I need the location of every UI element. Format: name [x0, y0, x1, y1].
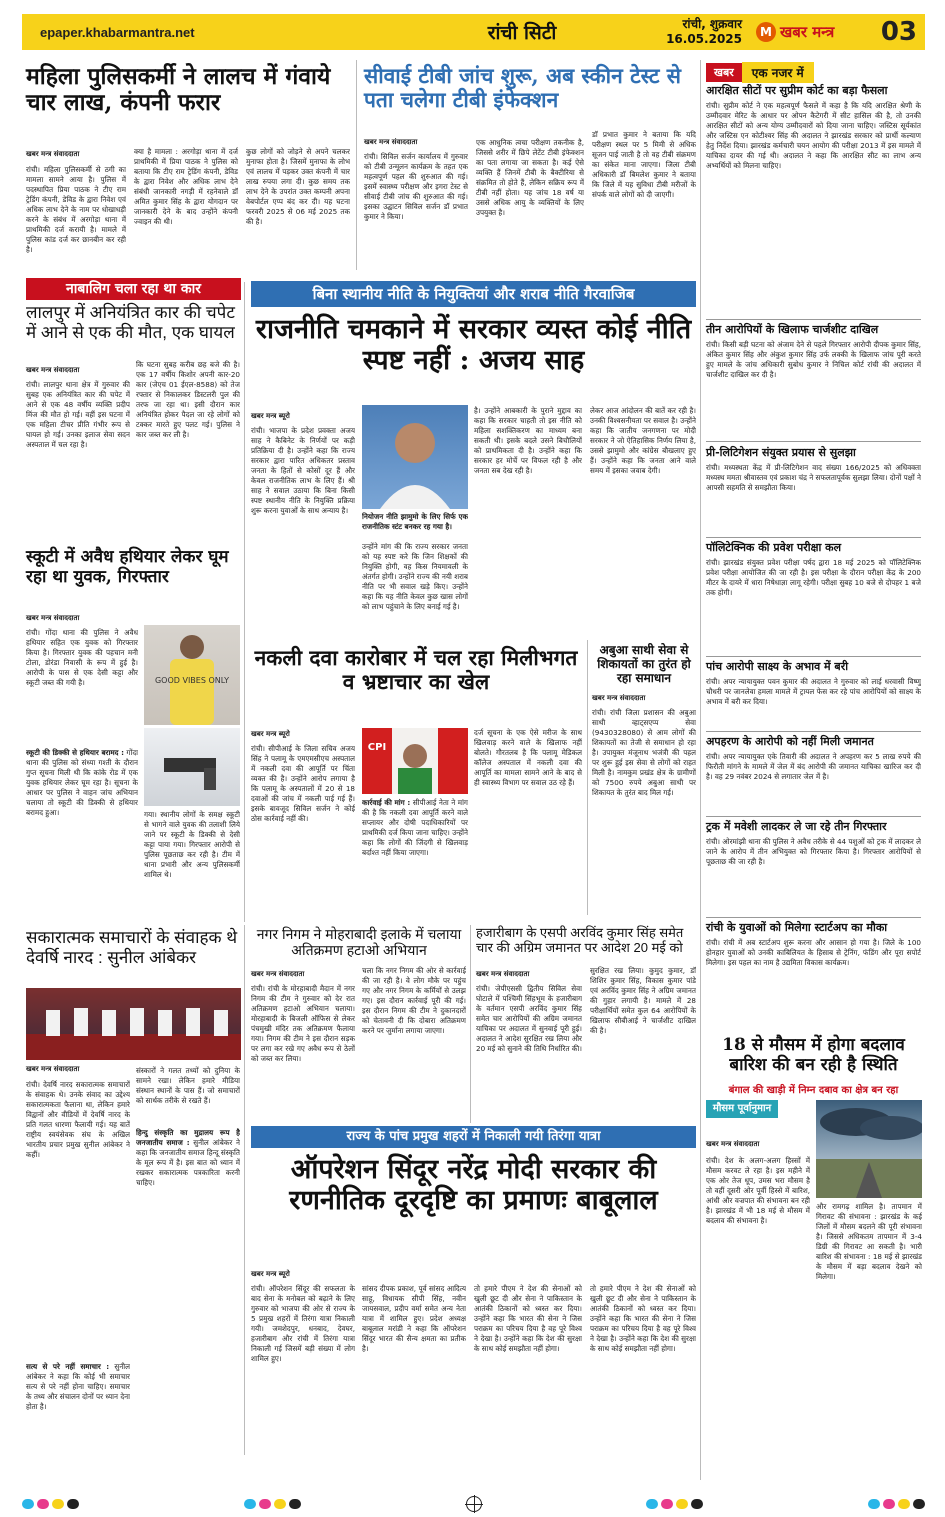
brief-text: रांची। मध्यस्थता केंद्र में प्री-लिटिगेशन वाद संख्या 166/2025 को अधिवक्ता मध्यस्थ ममता श्रीवास्तव एवं प्रकाश चंद्र ने सफलतापूर्वक सुलझा लिया। दोनों पक्षों ने आपसी सहमति से समझौता किया।	[706, 463, 921, 492]
brief-headline[interactable]: प्री-लिटिगेशन संयुक्त प्रयास से सुलझा	[706, 446, 856, 459]
article-text: दर्ज सूचना के एक ऐसे मरीज के साथ खिलवाड़ करने वाले के खिलाफ नहीं बोलते। गौरतलब है कि पलामू मेडिकल कॉलेज अस्पताल में नकली दवा की आपूर्ति का मामला सामने आने के बाद से ही स्वास्थ्य विभाग पर सवाल उठ रहे हैं।	[474, 728, 582, 787]
article-text: संस्कारों ने गलत तथ्यों को दुनिया के सामने रखा। लेकिन हमारे मीडिया संस्थान स्थानों के पास हैं। जो समाचारों को सार्थक तरीके से रखते हैं।	[136, 1066, 240, 1105]
seized-weapon-illustration	[144, 728, 240, 806]
brief-text: रांची। ओरमांझी थाना की पुलिस ने अवैध तरीके से 44 पशुओं को ट्रक में लादकर ले जाने के आरोप में तीन अभियुक्त को गिरफ्तार किया है। गिरफ्तार आरोपियों से पूछताछ की जा रही है।	[706, 837, 921, 866]
article-text: सुरक्षित रख लिया। कुमुद कुमार, डॉ शिशिर कुमार सिंह, विकास कुमार पांडे एवं अरविंद कुमार सिंह ने अग्रिम जमानत की गुहार लगायी है। मामले में 28 परीक्षार्थियों समेत कुल 64 आरोपियों के खिलाफ सीबीआई ने चार्जशीट दाखिल की है।	[590, 966, 696, 1035]
article-text-cont: सीपीआई नेता ने मांग की है कि नकली दवा आपूर्ति करने वाले सप्लायर और दोषी पदाधिकारियों पर प्राथमिकी दर्ज किया जाना चाहिए। उन्होंने कहा कि लोगों की जिंदगी से खिलवाड़ बर्दाश्त नहीं किया जाएगा।	[362, 798, 468, 857]
headline-ajay-sah[interactable]: राजनीति चमकाने में सरकार व्यस्त कोई नीति स्पष्ट नहीं : अजय साह	[255, 314, 692, 377]
photo-cpi-leader	[362, 728, 468, 794]
article-text: रांची। जेपीएससी द्वितीय सिविल सेवा घोटाले में पश्चिमी सिंहभूम के हजारीबाग के वर्तमान एसपी अरविंद कुमार सिंह समेत चार आरोपियों की अग्रिम जमानत याचिका पर अदालत में सुनवाई पूरी हुई। अदालत ने आदेश सुरक्षित रख लिया और 20 मई को सुनाने की तिथि निर्धारित की।	[476, 984, 582, 1053]
article-text: लेकर आज आंदोलन की बातें कर रही है। उनकी विश्वसनीयता पर सवाल है। उन्होंने कहा कि जातीय जनगणना पर मोदी सरकार ने जो ऐतिहासिक निर्णय लिया है, उससे झामुमो और कांग्रेस बौखलाए हुए हैं। उन्होंने कहा कि जनता आने वाले समय में इसका जवाब देगी।	[590, 406, 696, 475]
brief-headline[interactable]: ट्रक में मवेशी लादकर ले जा रहे तीन गिरफ्तार	[706, 820, 887, 833]
byline: खबर मन्त्र संवाददाता	[476, 970, 530, 978]
color-bar-left	[22, 1499, 79, 1509]
byline: खबर मन्त्र संवाददाता	[26, 1065, 80, 1073]
article-text: रांची। लालपुर थाना क्षेत्र में गुरुवार की सुबह एक अनियंत्रित कार की चपेट में आने से एक 48 वर्षीय व्यक्ति प्रदीप मिंज की मौत हो गई। वहीं इस घटना में एक महिला टीचर प्रीति गंभीर रूप से घायल हो गई। उनका इलाज सेवा सदन अस्पताल में चल रहा है।	[26, 380, 130, 449]
article-text	[136, 1128, 240, 1452]
divider	[706, 441, 921, 442]
subhead: कार्रवाई की मांग :	[362, 798, 411, 807]
brand-logo	[756, 22, 834, 42]
storm-illustration	[816, 1100, 922, 1198]
article-text: और रामगढ़ शामिल है। तापमान में गिरावट की संभावना : झारखंड के कई जिलों में मौसम बदलने की पूरी संभावना है। जिससे अधिकतम तापमान में 3-4 डिग्री की गिरावट आ सकती है। भारी बारिश की संभावना : 18 मई से झारखंड के मौसम में बड़ा बदलाव देखने को मिलेगा।	[816, 1202, 922, 1281]
article-text: है। उन्होंने आबकारी के पुराने मुद्दाव का कहा कि सरकार चाहती तो इस नीति को महिला सशक्तिकरण का माध्यम बना सकती थी। इसके बदले उसने बिचौलियों को प्राथमिकता दी है। उन्होंने कहा कि सरकार हर मोर्चे पर विफल रही है और जनता सब देख रही है।	[474, 406, 582, 475]
byline: खबर मन्त्र संवाददाता	[251, 970, 305, 978]
column-rule	[470, 925, 471, 1123]
weather-tag: मौसम पूर्वानुमान	[706, 1100, 778, 1118]
brief-headline[interactable]: पॉलिटेक्निक की प्रवेश परीक्षा कल	[706, 541, 842, 554]
brief-headline[interactable]: रांची के युवाओं को मिलेगा स्टार्टअप का मौका	[706, 921, 888, 934]
date-place: रांची, शुक्रवार	[682, 17, 742, 31]
date-value: 16.05.2025	[666, 32, 742, 46]
brief-headline[interactable]: आरक्षित सीटों पर सुप्रीम कोर्ट का बड़ा फैसला	[706, 84, 888, 97]
byline: खबर मन्त्र ब्यूरो	[251, 1270, 290, 1278]
brand-name: खबर मन्त्र	[780, 23, 835, 41]
headline-abua-sathi[interactable]: अबुआ साथी सेवा से शिकायतों का तुरंत हो रहा समाधान	[597, 643, 691, 685]
story-kicker: राज्य के पांच प्रमुख शहरों में निकाली गयी तिरंगा यात्रा	[251, 1126, 696, 1148]
section-title: रांची सिटी	[487, 22, 557, 44]
divider	[706, 656, 921, 657]
article-text: कि घटना सुबह करीब छह बजे की है। एक 17 वर्षीय किशोर अपनी कार-20 कार (जेएच 01 ईएल-8588) को तेज रफ्तार से निकालकर डिस्टलरी पुल की तरफ जा रहा था। इसी दौरान कार अनियंत्रित होकर पैदल जा रहे लोगों को टक्कर मारते हुए पलट गई। पुलिस ने कार जब्त कर ली है।	[136, 360, 240, 439]
headline-encroachment-drive[interactable]: नगर निगम ने मोहराबादी इलाके में चलाया अतिक्रमण हटाओ अभियान	[256, 926, 462, 959]
column-rule	[356, 60, 357, 270]
divider	[706, 537, 921, 538]
article-text: रांची। सीपीआई के जिला सचिव अजय सिंह ने पलामू के एमएमसीएच अस्पताल में नकली दवा की आपूर्ति पर चिंता व्यक्त की है। उन्होंने आरोप लगाया है कि पलामू के अस्पतालों में 20 से 18 दवाओं की जांच में नकली पाई गई हैं। इसके बावजूद सिविल सर्जन ने कोई ठोस कार्रवाई नहीं की।	[251, 744, 355, 823]
article-text: सांसद दीपक प्रकाश, पूर्व सांसद आदित्य साहू, विधायक सीपी सिंह, नवीन जायसवाल, प्रदीप वर्मा समेत अन्य नेता यात्रा में शामिल हुए। प्रदेश अध्यक्ष बाबूलाल मरांडी ने कहा कि ऑपरेशन सिंदूर भारत की सैन्य क्षमता का प्रतीक है।	[362, 1284, 466, 1353]
dateline	[622, 17, 742, 47]
section-tag	[706, 62, 814, 83]
story-kicker: नाबालिग चला रहा था कार	[26, 278, 241, 300]
brief-text: रांची। झारखंड संयुक्त प्रवेश परीक्षा पर्षद द्वारा 18 मई 2025 को पॉलिटेक्निक प्रवेश परीक्षा आयोजित की जा रही है। इस परीक्षा के दौरान परीक्षा केंद्र के 200 मीटर के दायरे में धारा निषेधाज्ञा लागू रहेगी। परीक्षा सुबह 10 बजे से दोपहर 1 बजे तक होगी।	[706, 558, 921, 597]
divider	[706, 731, 921, 732]
brief-text: रांची। अपर न्यायायुक्त पवन कुमार की अदालत ने गुरुवार को लाई धरवासी विष्णु चौधरी पर जानलेवा हमला मामले में ट्रायल फेस कर रहे पांच आरोपियों को साक्ष्य के अभाव में बरी कर दिया।	[706, 677, 921, 706]
column-rule	[244, 282, 245, 922]
byline: खबर मन्त्र संवाददाता	[592, 694, 646, 702]
print-registration-marks	[22, 1496, 925, 1512]
photo-ajay-sah	[362, 405, 468, 509]
subhead: सत्य से परे नहीं समाचार :	[26, 1362, 110, 1371]
photo-arrested-youth	[144, 625, 240, 725]
brief-text: रांची। रांची में अब स्टार्टअप शुरू करना और आसान हो गया है। जिले के 100 होनहार युवाओं को उनकी काबिलियत के हिसाब से ट्रेनिंग, फंडिंग और पूरा सपोर्ट मिलेगा। इस पहल का नाम है उद्यमिता विकास कार्यक्रम।	[706, 938, 921, 967]
brand-mark-icon: M	[756, 22, 776, 42]
article-text: क्या है मामला : अरगोड़ा थाना में दर्ज प्राथमिकी में प्रिया पाठक ने पुलिस को बताया कि टीए राम ट्रेडिंग कंपनी, डेविड के द्वारा निवेश और अधिक लाभ देने संबंधी जानकारी नगड़ी में रहनेवाले डॉ अमित कुमार सिंह के द्वारा योगदान पर जानकारी देने के बाद उन्होंने कंपनी ज्वाइन की थी।	[134, 147, 238, 226]
color-bar-center-right	[646, 1499, 703, 1509]
article-text: रांची। महिला पुलिसकर्मी से ठगी का मामला सामने आया है। पुलिस में पदस्थापित प्रिया पाठक ने टीए राम ट्रेडिंग कंपनी, डेविड के द्वारा निवेश एवं अधिक लाभ देने के नाम पर धोखाधड़ी करने के संबंध में अरगोड़ा थाना में प्राथमिकी दर्ज करायी है। मामले में पुलिस कांड दर्ज कर छानबीन कर रही है।	[26, 165, 126, 254]
article-text	[26, 748, 138, 913]
byline: खबर मन्त्र संवाददाता	[26, 150, 80, 158]
headline-tb-test[interactable]: सीवाई टीबी जांच शुरू, अब स्कीन टेस्ट से पता चलेगा टीबी इंफेक्शन	[364, 63, 681, 113]
brief-headline[interactable]: अपहरण के आरोपी को नहीं मिली जमानत	[706, 735, 874, 748]
headline-hazaribagh-sp[interactable]: हजारीबाग के एसपी अरविंद कुमार सिंह समेत चार की अग्रिम जमानत पर आदेश 20 मई को	[476, 925, 684, 955]
article-text: रांची। देवर्षि नारद सकारात्मक समाचारों के संवाहक थे। उनके संवाद का उद्देश्य सकारात्मकता फैलाना था, लेकिन हमारे विद्वानों और वीडियों में देवर्षि नारद के प्रति गलत धारणा फैलायी गई। यह बातें राष्ट्रीय स्वयंसेवक संघ के अखिल भारतीय प्रचार प्रमुख सुनील आंबेकर ने कहीं।	[26, 1080, 130, 1159]
article-text-cont: सुनील आंबेकर ने कहा कि कोई भी समाचार सत्य से परे नहीं होना चाहिए। समाचार के तथ्य और संचालन दोनों पर ध्यान देना होता है।	[26, 1362, 130, 1411]
byline: खबर मन्त्र संवाददाता	[26, 614, 80, 622]
photo-narad-event	[26, 988, 241, 1060]
headline-weather[interactable]: 18 से मौसम में होगा बदलाव बारिश की बन रही है स्थिति	[722, 1035, 905, 1075]
article-text: चला कि नगर निगम की ओर से कार्रवाई की जा रही है। वे लोग मौके पर पहुंच गए और नगर निगम के कर्मियों से उलझ गए। इस दौरान कार्रवाई पूरी की गई। इस दौरान निगम की टीम ने दुकानदारों को चेतावनी दी कि दोबारा अतिक्रमण करने पर जुर्माना लगाया जाएगा।	[362, 966, 466, 1035]
site-url[interactable]: epaper.khabarmantra.net	[40, 24, 195, 40]
headline-operation-sindoor[interactable]: ऑपरेशन सिंदूर नरेंद्र मोदी सरकार की रणनीतिक दूरदृष्टि का प्रमाणः बाबूलाल	[289, 1154, 658, 1217]
tag-ek-nazar: एक नजर में	[742, 62, 814, 83]
event-stage-illustration	[26, 988, 241, 1060]
headline-women-police-fraud[interactable]: महिला पुलिसकर्मी ने लालच में गंवाये चार लाख, कंपनी फरार	[26, 63, 331, 117]
article-text: एक आधुनिक त्वचा परीक्षण तकनीक है, जिससे शरीर में छिपे लेटेंट टीबी इंफेक्शन का पता लगाया जा सकता है। कई ऐसे व्यक्ति हैं जिनमें टीबी के बैक्टीरिया से संक्रमित तो होते हैं, लेकिन सक्रिय रूप में टीबी नहीं होता। यह जांच 18 वर्ष या उससे अधिक आयु के व्यक्तियों के लिए उपयुक्त है।	[476, 138, 584, 217]
column-rule	[700, 60, 701, 1480]
byline: खबर मन्त्र संवाददाता	[364, 138, 418, 146]
headline-narad[interactable]: सकारात्मक समाचारों के संवाहक थे देवर्षि नारद : सुनील आंबेकर	[26, 928, 238, 967]
byline: खबर मन्त्र संवाददाता	[26, 366, 80, 374]
cpi-leader-illustration	[362, 728, 468, 794]
byline: खबर मन्त्र ब्यूरो	[251, 730, 290, 738]
brief-text: रांची। सुप्रीम कोर्ट ने एक महत्वपूर्ण फैसले में कहा है कि यदि आरक्षित श्रेणी के उम्मीदवार मेरिट के आधार पर ओपन कैटेगरी में सीट हासिल की है, तो उनकी आरक्षित सीटों को अन्य योग्य उम्मीदवारों को दिया जाना चाहिए। जस्टिस सूर्यकांत और जस्टिस एन कोटीश्वर सिंह की अदालत ने झारखंड सरकार को प्रार्थी कल्याण हेतु निर्देश दिया। झारखंड कर्मचारी चयन आयोग की परीक्षा 2013 में इस मामले में याचिका दायर की गई थी। अदालत ने कहा कि आरक्षित सीट का लाभ अन्य अभ्यर्थियों को मिलना चाहिए।	[706, 101, 921, 170]
article-text: उन्होंने मांग की कि राज्य सरकार जनता को यह स्पष्ट करे कि जिन शिक्षकों की नियुक्ति होगी, वह किस नियमावली के अंतर्गत होगी। उन्होंने राज्य की नयी शराब नीति पर भी सवाल खड़े किए। उन्होंने कहा कि यह नीति केवल कुछ खास लोगों को लाभ पहुंचाने के लिए बनाई गई है।	[362, 542, 468, 611]
weather-subheadline: बंगाल की खाड़ी में निम्न दबाव का क्षेत्र बन रहा	[728, 1085, 899, 1096]
headline-scooty-arms[interactable]: स्कूटी में अवैध हथियार लेकर घूम रहा था युवक, गिरफ्तार	[26, 547, 229, 587]
page-number: 03	[880, 17, 917, 47]
tag-khabar: खबर	[706, 63, 742, 82]
article-text: डॉ प्रभात कुमार ने बताया कि यदि परीक्षण स्थल पर 5 मिमी से अधिक सूजन पाई जाती है तो वह टीबी संक्रमण का संकेत माना जाएगा। जिला टीबी अधिकारी डॉ बिमलेश कुमार ने बताया कि जिले में यह सुविधा टीबी मरीजों के संपर्क वाले लोगों को दी जाएगी।	[592, 130, 696, 199]
photo-caption: नियोजन नीति झामुमो के लिए सिर्फ एक राजनीतिक स्टंट बनकर रह गया है।	[362, 512, 468, 531]
byline: खबर मन्त्र संवाददाता	[706, 1140, 760, 1148]
portrait-illustration	[362, 405, 468, 509]
shirt-text: GOOD VIBES ONLY	[154, 676, 230, 685]
article-text: रांची। गोंदा थाना की पुलिस ने अवैध हथियार सहित एक युवक को गिरफ्तार किया है। गिरफ्तार युवक की पहचान मनी टोला, डोरंडा निवासी के रूप में हुई है। आरोपी के पास से एक देसी कट्टा और स्कूटी जब्त की गयी है।	[26, 628, 138, 687]
column-rule	[587, 640, 588, 915]
brief-headline[interactable]: तीन आरोपियों के खिलाफ चार्जशीट दाखिल	[706, 323, 879, 336]
article-text: रांची। भाजपा के प्रदेश प्रवक्ता अजय साह ने कैबिनेट के निर्णयों पर कड़ी प्रतिक्रिया दी है। उन्होंने कहा कि राज्य सरकार द्वारा पारित अधिकतर प्रस्ताव जनता के हितों से कोसों दूर हैं और केवल राजनीतिक लाभ के लिए हैं। श्री साह ने सवाल उठाया कि बिना किसी स्पष्ट स्थानीय नीति के नियुक्ति प्रक्रिया शुरू करना युवाओं के साथ अन्याय है।	[251, 426, 355, 515]
article-text: तो हमारे पीएम ने देश की सेनाओं को खुली छूट दी और सेना ने पाकिस्तान के आतंकी ठिकानों को ध्वस्त कर दिया। उन्होंने कहा कि भारत की सेना ने जिस पराक्रम का परिचय दिया है वह पूरे विश्व ने देखा है। उन्होंने कहा कि देश की सुरक्षा के साथ कोई समझौता नहीं होगा।	[474, 1284, 582, 1353]
article-text-cont: गोंदा थाना की पुलिस को संध्या गश्ती के दौरान गुप्त सूचना मिली थी कि कांके रोड में एक युवक हथियार लेकर घूम रहा है। सूचना के आधार पर पुलिस ने वाहन जांच अभियान चलाया तो स्कूटी की डिक्की से हथियार बरामद हुआ।	[26, 748, 138, 817]
article-text: गया। स्थानीय लोगों के समक्ष स्कूटी से भागने वाले युवक की तलाशी लिये जाने पर स्कूटी के डिक्की से देसी कट्टा पाया गया। गिरफ्तार आरोपी से पुलिस पूछताछ कर रही है। टीम में थाना प्रभारी और अन्य पुलिसकर्मी शामिल थे।	[144, 810, 240, 879]
article-text: रांची। देश के अलग-अलग हिस्सों में मौसम करवट ले रहा है। इस महीने में एक ओर तेज धूप, उमस भरा मौसम है तो वहीं दूसरी ओर पूर्वी हिस्से में बारिश, आंधी और वज्रपात की संभावना बन रही है। झारखंड में भी 18 मई से मौसम में बदलाव की संभावना है।	[706, 1156, 810, 1225]
column-rule	[244, 925, 245, 1455]
color-bar-center-left	[244, 1499, 301, 1509]
divider	[706, 917, 921, 918]
article-text: रांची। सिविल सर्जन कार्यालय में गुरुवार को टीबी उन्मूलन कार्यक्रम के तहत एक महत्वपूर्ण पहल की शुरुआत की गई। इसमें स्वास्थ्य परीक्षण और इगरा टेस्ट से सीवाई टीबी जांच की शुरुआत की गई। इसका उद्घाटन सिविल सर्जन डॉ प्रभात कुमार ने किया।	[364, 152, 468, 221]
photo-seized-weapon	[144, 728, 240, 806]
brief-headline[interactable]: पांच आरोपी साक्ष्य के अभाव में बरी	[706, 660, 849, 673]
banner-text: CPI	[367, 742, 387, 753]
arrested-youth-illustration	[144, 625, 240, 725]
masthead	[22, 14, 925, 50]
article-text	[362, 798, 468, 914]
headline-fake-medicine[interactable]: नकली दवा कारोबार में चल रहा मिलीभगत व भ्रष्टाचार का खेल	[254, 645, 578, 695]
article-text	[26, 1362, 130, 1452]
crosshair-icon	[466, 1496, 482, 1512]
story-kicker: बिना स्थानीय नीति के नियुक्तियां और शराब नीति गैरवाजिब	[251, 281, 696, 307]
brief-text: रांची। अपर न्यायायुक्त एके तिवारी की अदालत ने अपहरण कर 5 लाख रुपये की फिरौती मांगने के मामले में जेल में बंद आरोपी की जमानत याचिका खारिज कर दी है। वह 29 नवंबर 2024 से लगातार जेल में है।	[706, 752, 921, 781]
subhead: हिन्दु संस्कृति का मुद्रालय रूप है जनजातीय समाज :	[136, 1128, 240, 1147]
color-bar-right	[868, 1499, 925, 1509]
headline-lalpur-accident[interactable]: लालपुर में अनियंत्रित कार की चपेट में आने से एक की मौत, एक घायल	[26, 303, 235, 342]
article-text-cont: सुनील आंबेकर ने कहा कि जनजातीय समाज हिन्दू संस्कृति के मूल रूप में है। इस बात को ध्यान में रखकर सकारात्मक पत्रकारिता करनी चाहिए।	[136, 1138, 240, 1187]
byline: खबर मन्त्र ब्यूरो	[251, 412, 290, 420]
article-text: रांची। रांची जिला प्रशासन की अबुआ साथी व्हाट्सएप्प सेवा (9430328080) से आम लोगों की शिकायतों का तेजी से समाधान हो रहा है। उपायुक्त मंजूनाथ भजंत्री की पहल पर शुरू हुई इस सेवा से लोगों को राहत मिली है। नामकुम प्रखंड क्षेत्र के ग्रामीणों को 7500 रुपये अबुआ साथी पर शिकायत के तुरंत बाद मिल गई।	[592, 708, 696, 797]
brief-text: रांची। किसी बड़ी घटना को अंजाम देने से पहले गिरफ्तार आरोपी दीपक कुमार सिंह, अंकित कुमार सिंह और अंकुश कुमार सिंह उर्फ लक्की के खिलाफ जांच पूरी करते हुए मामले के जांच अधिकारी सुबोध कुमार ने निचिल कोर्ट रांची की अदालत में चार्जशीट दाखिल कर दी है।	[706, 340, 921, 379]
article-text: रांची। ऑपरेशन सिंदूर की सफलता के बाद सेना के मनोबल को बढ़ाने के लिए गुरुवार को भाजपा की ओर से राज्य के 5 प्रमुख शहरों में तिरंगा यात्रा निकाली गयी। जमशेदपुर, धनबाद, देवघर, हजारीबाग और रांची में तिरंगा यात्रा निकाली गई जिसमें बड़ी संख्या में लोग शामिल हुए।	[251, 1284, 355, 1363]
subhead: स्कूटी की डिक्की से हथियार बरामद :	[26, 748, 124, 757]
article-text: तो हमारे पीएम ने देश की सेनाओं को खुली छूट दी और सेना ने पाकिस्तान के आतंकी ठिकानों को ध्वस्त कर दिया। उन्होंने कहा कि भारत की सेना ने जिस पराक्रम का परिचय दिया है वह पूरे विश्व ने देखा है। उन्होंने कहा कि देश की सुरक्षा के साथ कोई समझौता नहीं होगा।	[590, 1284, 696, 1353]
article-text: रांची। रांची के मोरहाबादी मैदान में नगर निगम की टीम ने गुरुवार को देर रात अतिक्रमण हटाओ अभियान चलाया। मोरहाबादी के बिजली ऑफिस से लेकर पंचमुखी मंदिर तक अतिक्रमण फैलाया गया। निगम की टीम ने इस दौरान सड़क पर लगा कर रखे गए अवैध रूप से ठेलों को जब्त कर लिया।	[251, 984, 355, 1063]
divider	[706, 816, 921, 817]
photo-storm-clouds	[816, 1100, 922, 1198]
article-text: कुछ लोगों को जोड़ने से अपने चलकर मुनाफा होता है। जिसमें मुनाफा के लोभ एवं लालच में पड़कर उक्त कंपनी में चार लाख रुपया लगा दी। कुछ समय तक लाभ देने के उपरांत उक्त कम्पनी अपना वेबपोर्टल एप्प बंद कर दी। यह घटना फरवरी 2025 से 06 मई 2025 तक की है।	[246, 147, 350, 226]
divider	[706, 319, 921, 320]
